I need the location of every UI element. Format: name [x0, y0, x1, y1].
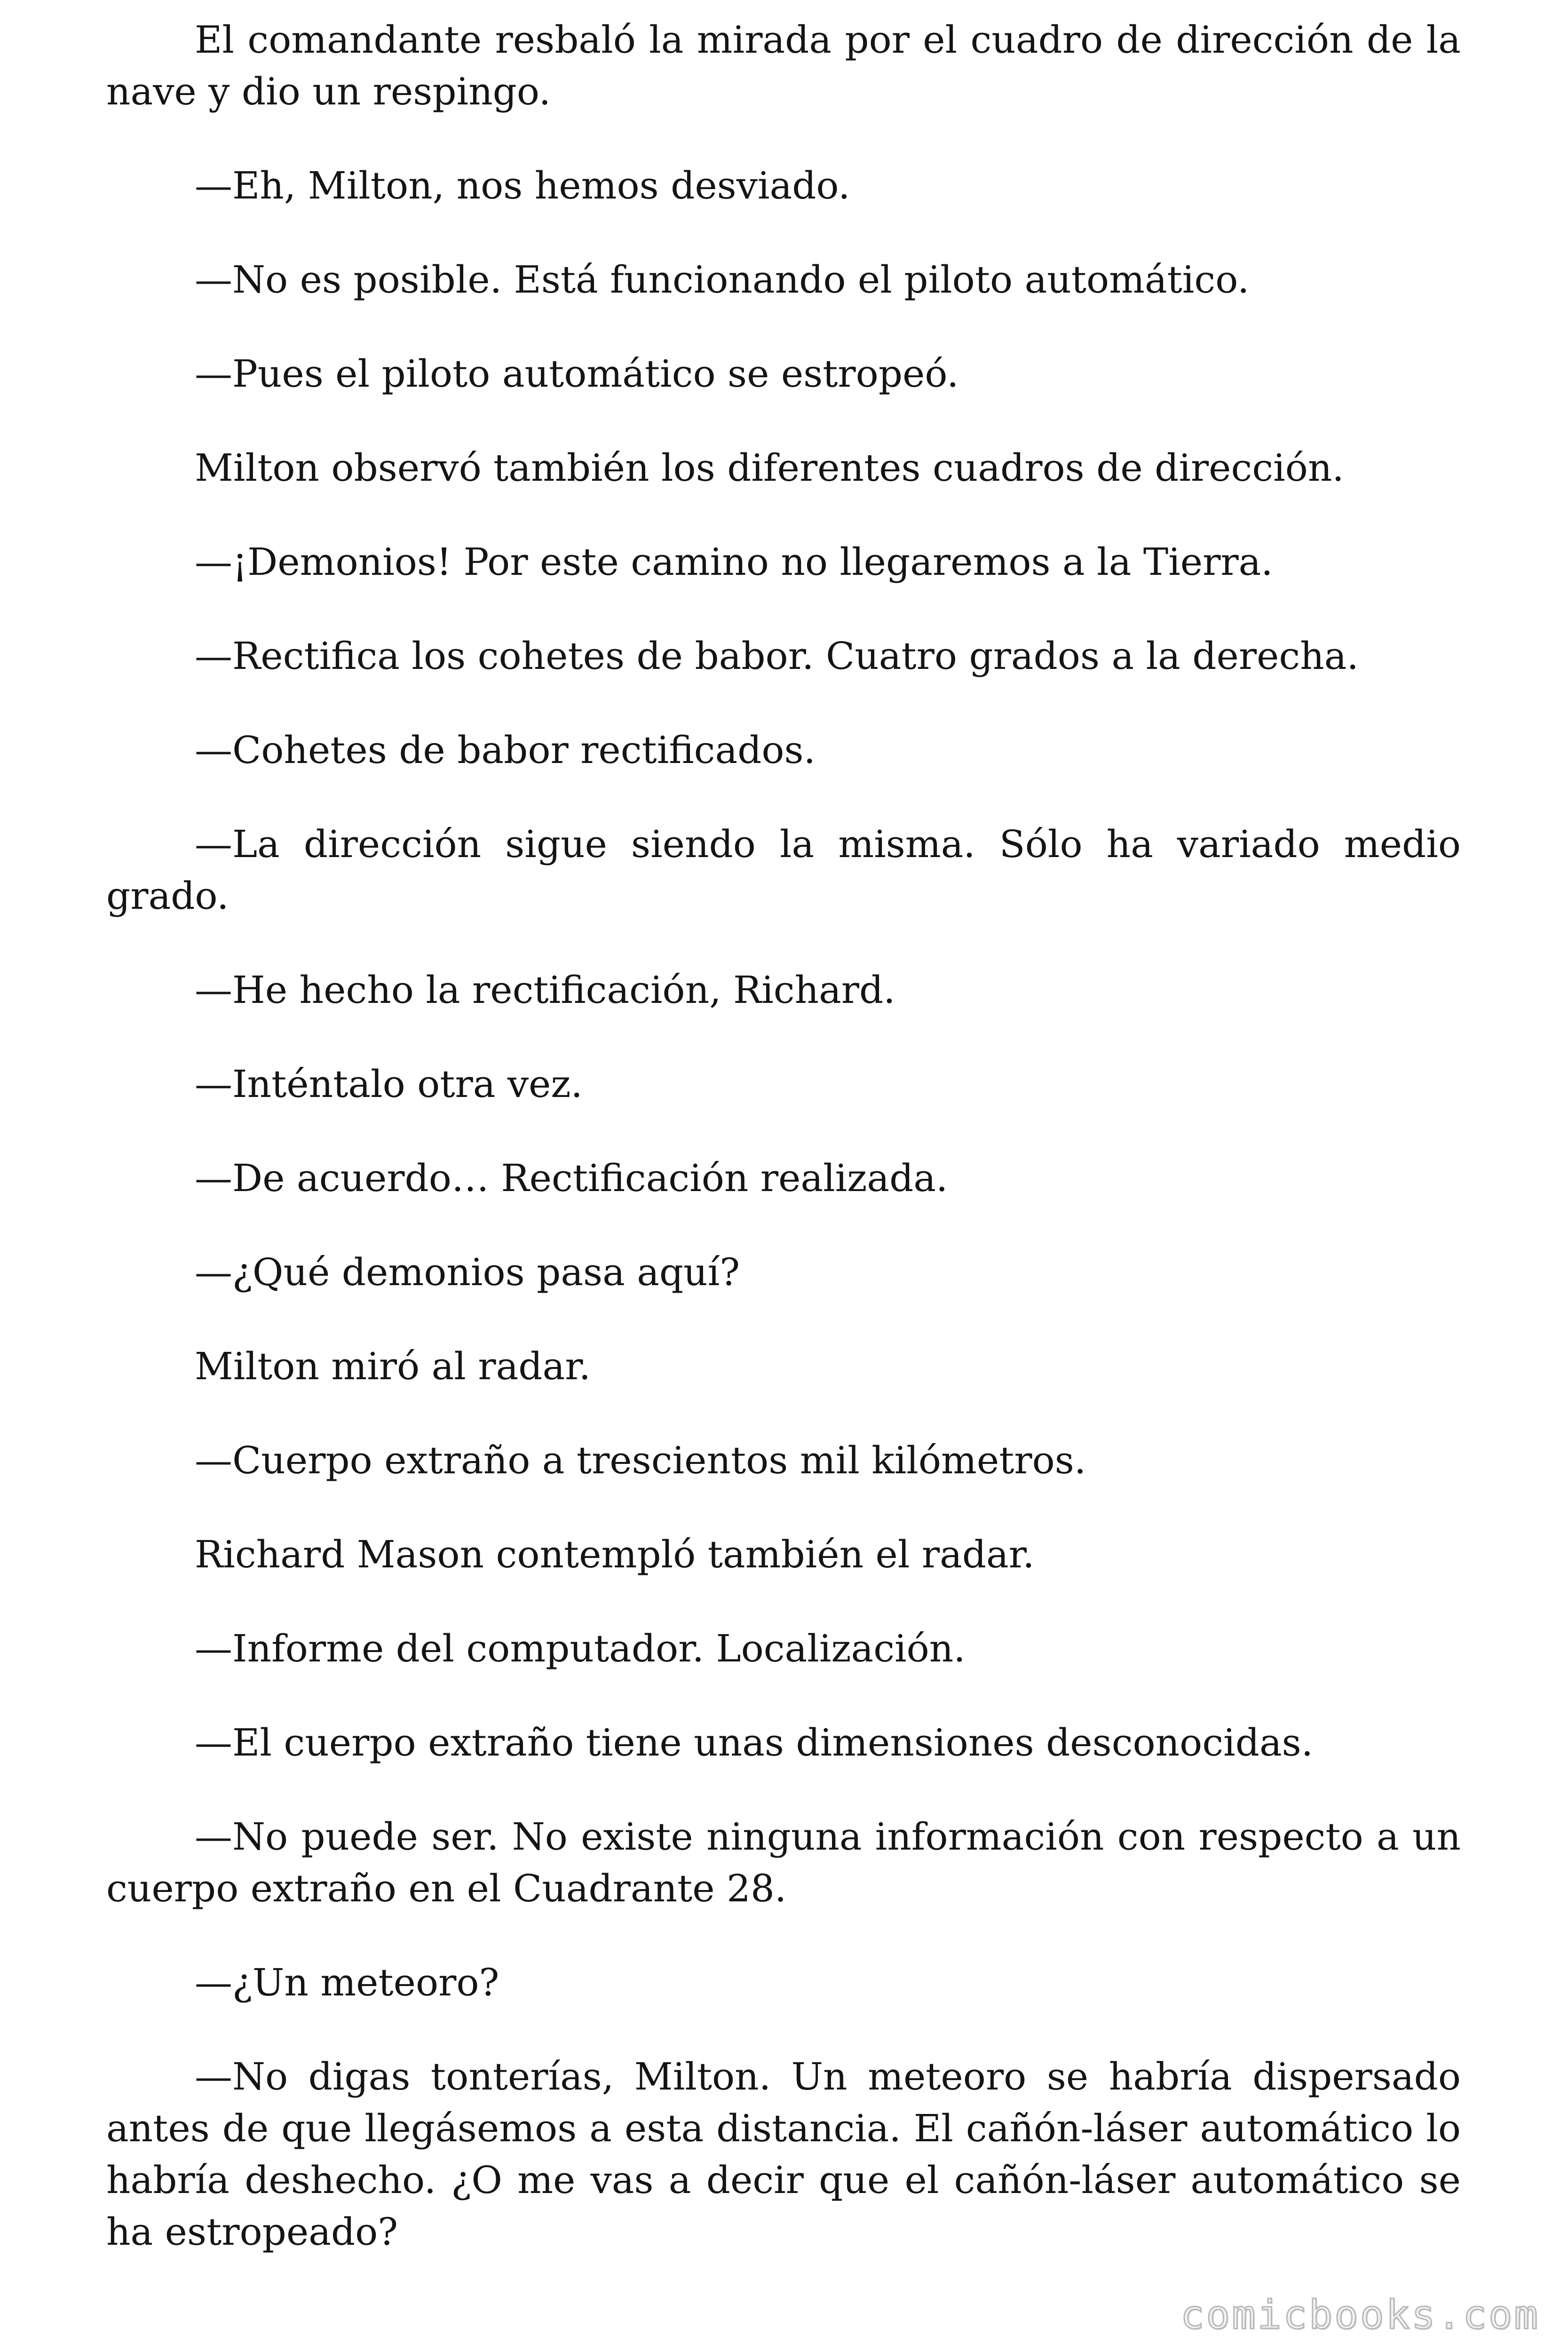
- paragraph: Milton observó también los diferentes cuadros de dirección.: [195, 446, 1344, 490]
- paragraph: —Rectifica los cohetes de babor. Cuatro grados a la derecha.: [195, 634, 1359, 678]
- paragraph: —Eh, Milton, nos hemos desviado.: [195, 164, 850, 207]
- page-text: [106, 14, 1461, 2258]
- watermark: comicbooks.com: [1180, 2292, 1540, 2338]
- paragraph: —Inténtalo otra vez.: [195, 1062, 583, 1106]
- paragraph: —La dirección sigue siendo la misma. Sólo ha variado medio grado.: [106, 822, 1461, 918]
- paragraph: —Pues el piloto automático se estropeó.: [195, 352, 959, 396]
- paragraph: —¡Demonios! Por este camino no llegaremos a la Tierra.: [195, 540, 1273, 584]
- paragraph: —Cuerpo extraño a trescientos mil kilómetros.: [195, 1438, 1086, 1482]
- paragraph: —He hecho la rectificación, Richard.: [195, 968, 895, 1012]
- paragraph: —Informe del computador. Localización.: [195, 1627, 966, 1670]
- paragraph: —¿Un meteoro?: [195, 1961, 499, 2004]
- paragraph: El comandante resbaló la mirada por el cuadro de dirección de la nave y dio un respingo.: [106, 18, 1461, 113]
- paragraph: —¿Qué demonios pasa aquí?: [195, 1250, 740, 1294]
- paragraph: —De acuerdo… Rectificación realizada.: [195, 1156, 948, 1200]
- paragraph: —El cuerpo extraño tiene unas dimensiones desconocidas.: [195, 1721, 1314, 1764]
- paragraph: —Cohetes de babor rectificados.: [195, 728, 816, 772]
- paragraph: —No digas tonterías, Milton. Un meteoro se habría dispersado antes de que llegásemos a esta distancia. El cañón-láser automático lo habría deshecho. ¿O me vas a decir que el cañón-láser automático se ha estropeado?: [106, 2055, 1461, 2254]
- paragraph: Milton miró al radar.: [195, 1344, 591, 1388]
- paragraph: Richard Mason contempló también el radar.: [195, 1533, 1035, 1576]
- paragraph: —No es posible. Está funcionando el piloto automático.: [195, 258, 1250, 302]
- paragraph: —No puede ser. No existe ninguna información con respecto a un cuerpo extraño en el Cuadrante 28.: [106, 1815, 1461, 1910]
